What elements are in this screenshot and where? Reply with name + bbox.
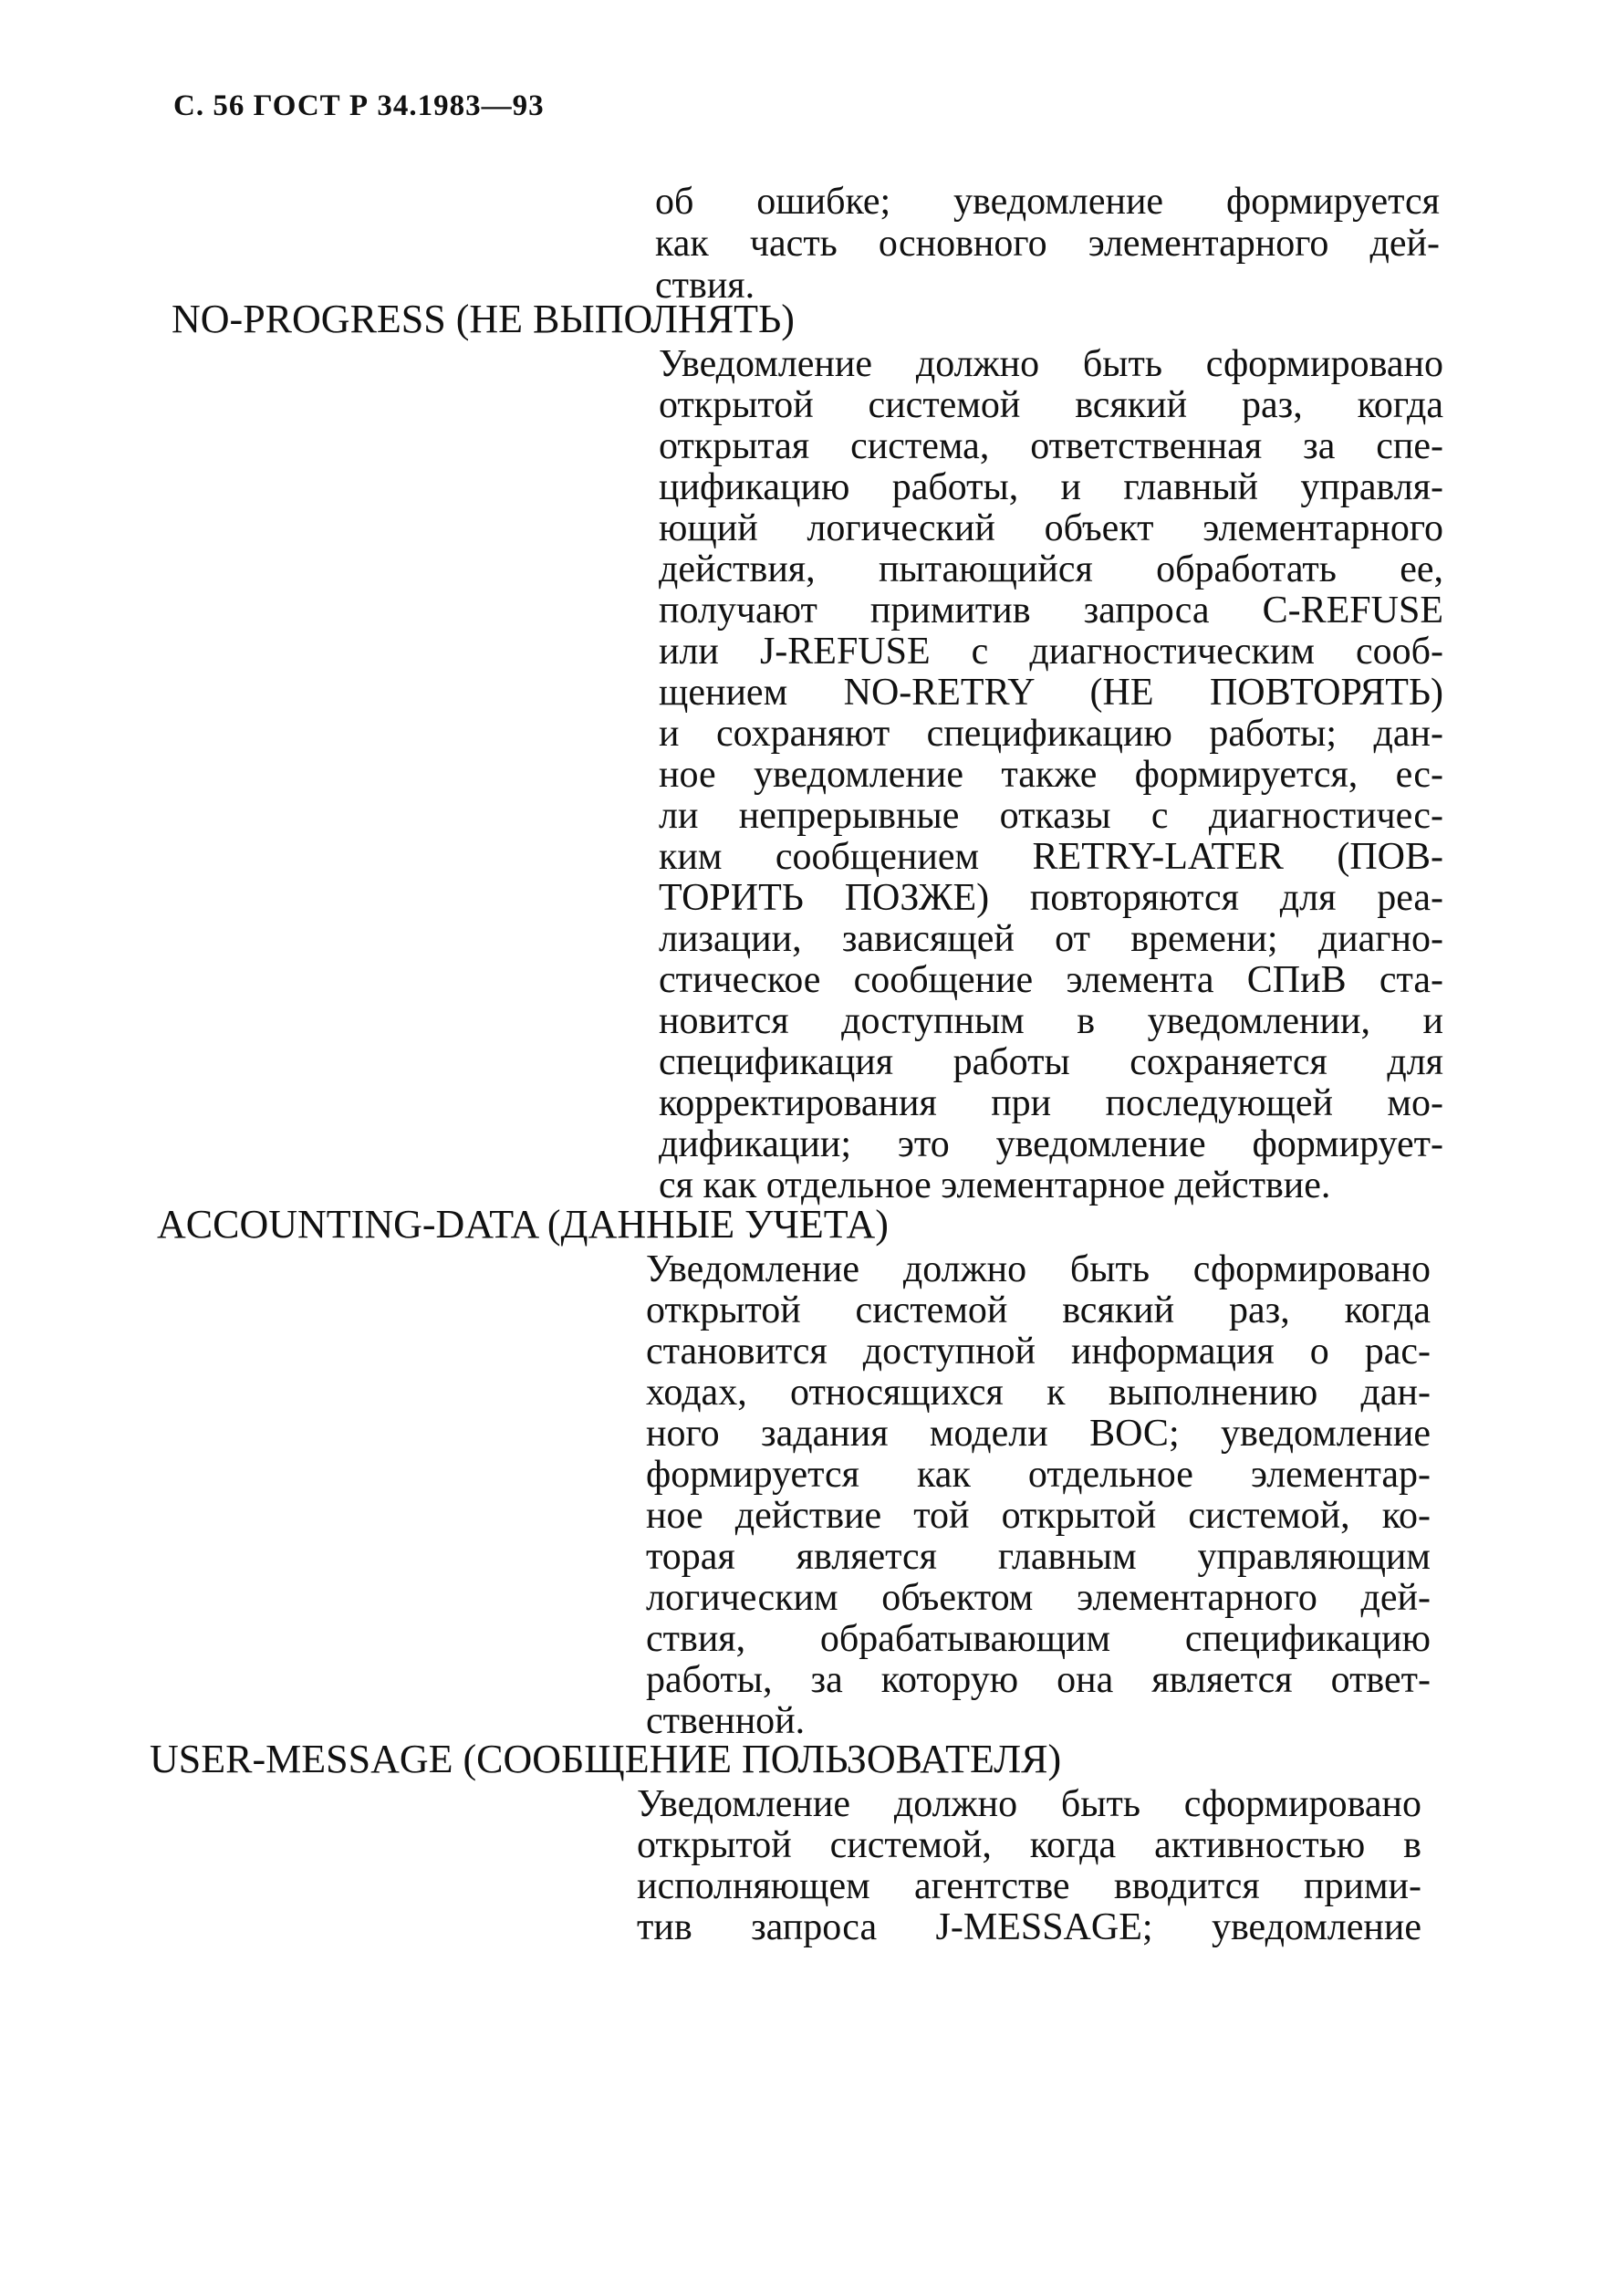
text-line: получают примитив запроса C-REFUSE xyxy=(659,590,1443,632)
term-accounting-data: ACCOUNTING-DATA (ДАННЫЕ УЧЕТА) xyxy=(157,1202,889,1247)
text-line: ли непрерывные отказы с диагностичес- xyxy=(659,795,1443,837)
text-line: ким сообщением RETRY-LATER (ПОВ- xyxy=(659,836,1443,878)
text-line: открытой системой всякий раз, когда xyxy=(659,384,1443,426)
text-line: тив запроса J-MESSAGE; уведомление xyxy=(637,1906,1421,1948)
text-line: торая является главным управляющим xyxy=(646,1536,1431,1578)
text-line: стическое сообщение элемента СПиВ ста- xyxy=(659,959,1443,1001)
text-line: работы, за которую она является ответ- xyxy=(646,1659,1431,1701)
text-line: ное уведомление также формируется, ес- xyxy=(659,754,1443,796)
text-line: ствия. xyxy=(655,265,755,307)
text-line: ствия, обрабатывающим спецификацию xyxy=(646,1618,1431,1660)
term-user-message: USER-MESSAGE (СООБЩЕНИЕ ПОЛЬЗОВАТЕЛЯ) xyxy=(150,1737,1062,1781)
page-header: С. 56 ГОСТ Р 34.1983—93 xyxy=(173,89,545,122)
text-line: об ошибке; уведомление формируется xyxy=(655,181,1440,223)
text-line: цификацию работы, и главный управля- xyxy=(659,466,1443,508)
text-line: новится доступным в уведомлении, и xyxy=(659,1000,1443,1042)
text-line: или J-REFUSE с диагностическим сооб- xyxy=(659,631,1443,673)
text-line: ное действие той открытой системой, ко- xyxy=(646,1495,1431,1537)
text-line: ственной. xyxy=(646,1700,806,1742)
text-line: открытой системой, когда активностью в xyxy=(637,1824,1421,1866)
text-line: открытой системой всякий раз, когда xyxy=(646,1289,1431,1331)
text-line: Уведомление должно быть сформировано xyxy=(659,343,1443,385)
text-line: формируется как отдельное элементар- xyxy=(646,1454,1431,1496)
text-line: Уведомление должно быть сформировано xyxy=(637,1783,1421,1825)
text-line: ного задания модели ВОС; уведомление xyxy=(646,1413,1431,1455)
text-line: ходах, относящихся к выполнению дан- xyxy=(646,1372,1431,1414)
text-line: ТОРИТЬ ПОЗЖЕ) повторяются для реа- xyxy=(659,877,1443,919)
text-line: становится доступной информация о рас- xyxy=(646,1331,1431,1373)
text-line: логическим объектом элементарного дей- xyxy=(646,1577,1431,1619)
term-no-progress: NO-PROGRESS (НЕ ВЫПОЛНЯТЬ) xyxy=(172,297,795,341)
text-line: открытая система, ответственная за спе- xyxy=(659,425,1443,467)
text-line: Уведомление должно быть сформировано xyxy=(646,1248,1431,1290)
text-line: дификации; это уведомление формирует- xyxy=(659,1123,1443,1165)
text-line: как часть основного элементарного дей- xyxy=(655,223,1440,265)
text-line: ся как отдельное элементарное действие. xyxy=(659,1164,1331,1206)
text-line: действия, пытающийся обработать ее, xyxy=(659,548,1443,590)
text-line: лизации, зависящей от времени; диагно- xyxy=(659,918,1443,960)
text-line: корректирования при последующей мо- xyxy=(659,1082,1443,1124)
text-line: спецификация работы сохраняется для xyxy=(659,1041,1443,1083)
text-line: щением NO-RETRY (НЕ ПОВТОРЯТЬ) xyxy=(659,672,1443,714)
text-line: ющий логический объект элементарного xyxy=(659,507,1443,549)
text-line: исполняющем агентстве вводится прими- xyxy=(637,1865,1421,1907)
text-line: и сохраняют спецификацию работы; дан- xyxy=(659,713,1443,755)
